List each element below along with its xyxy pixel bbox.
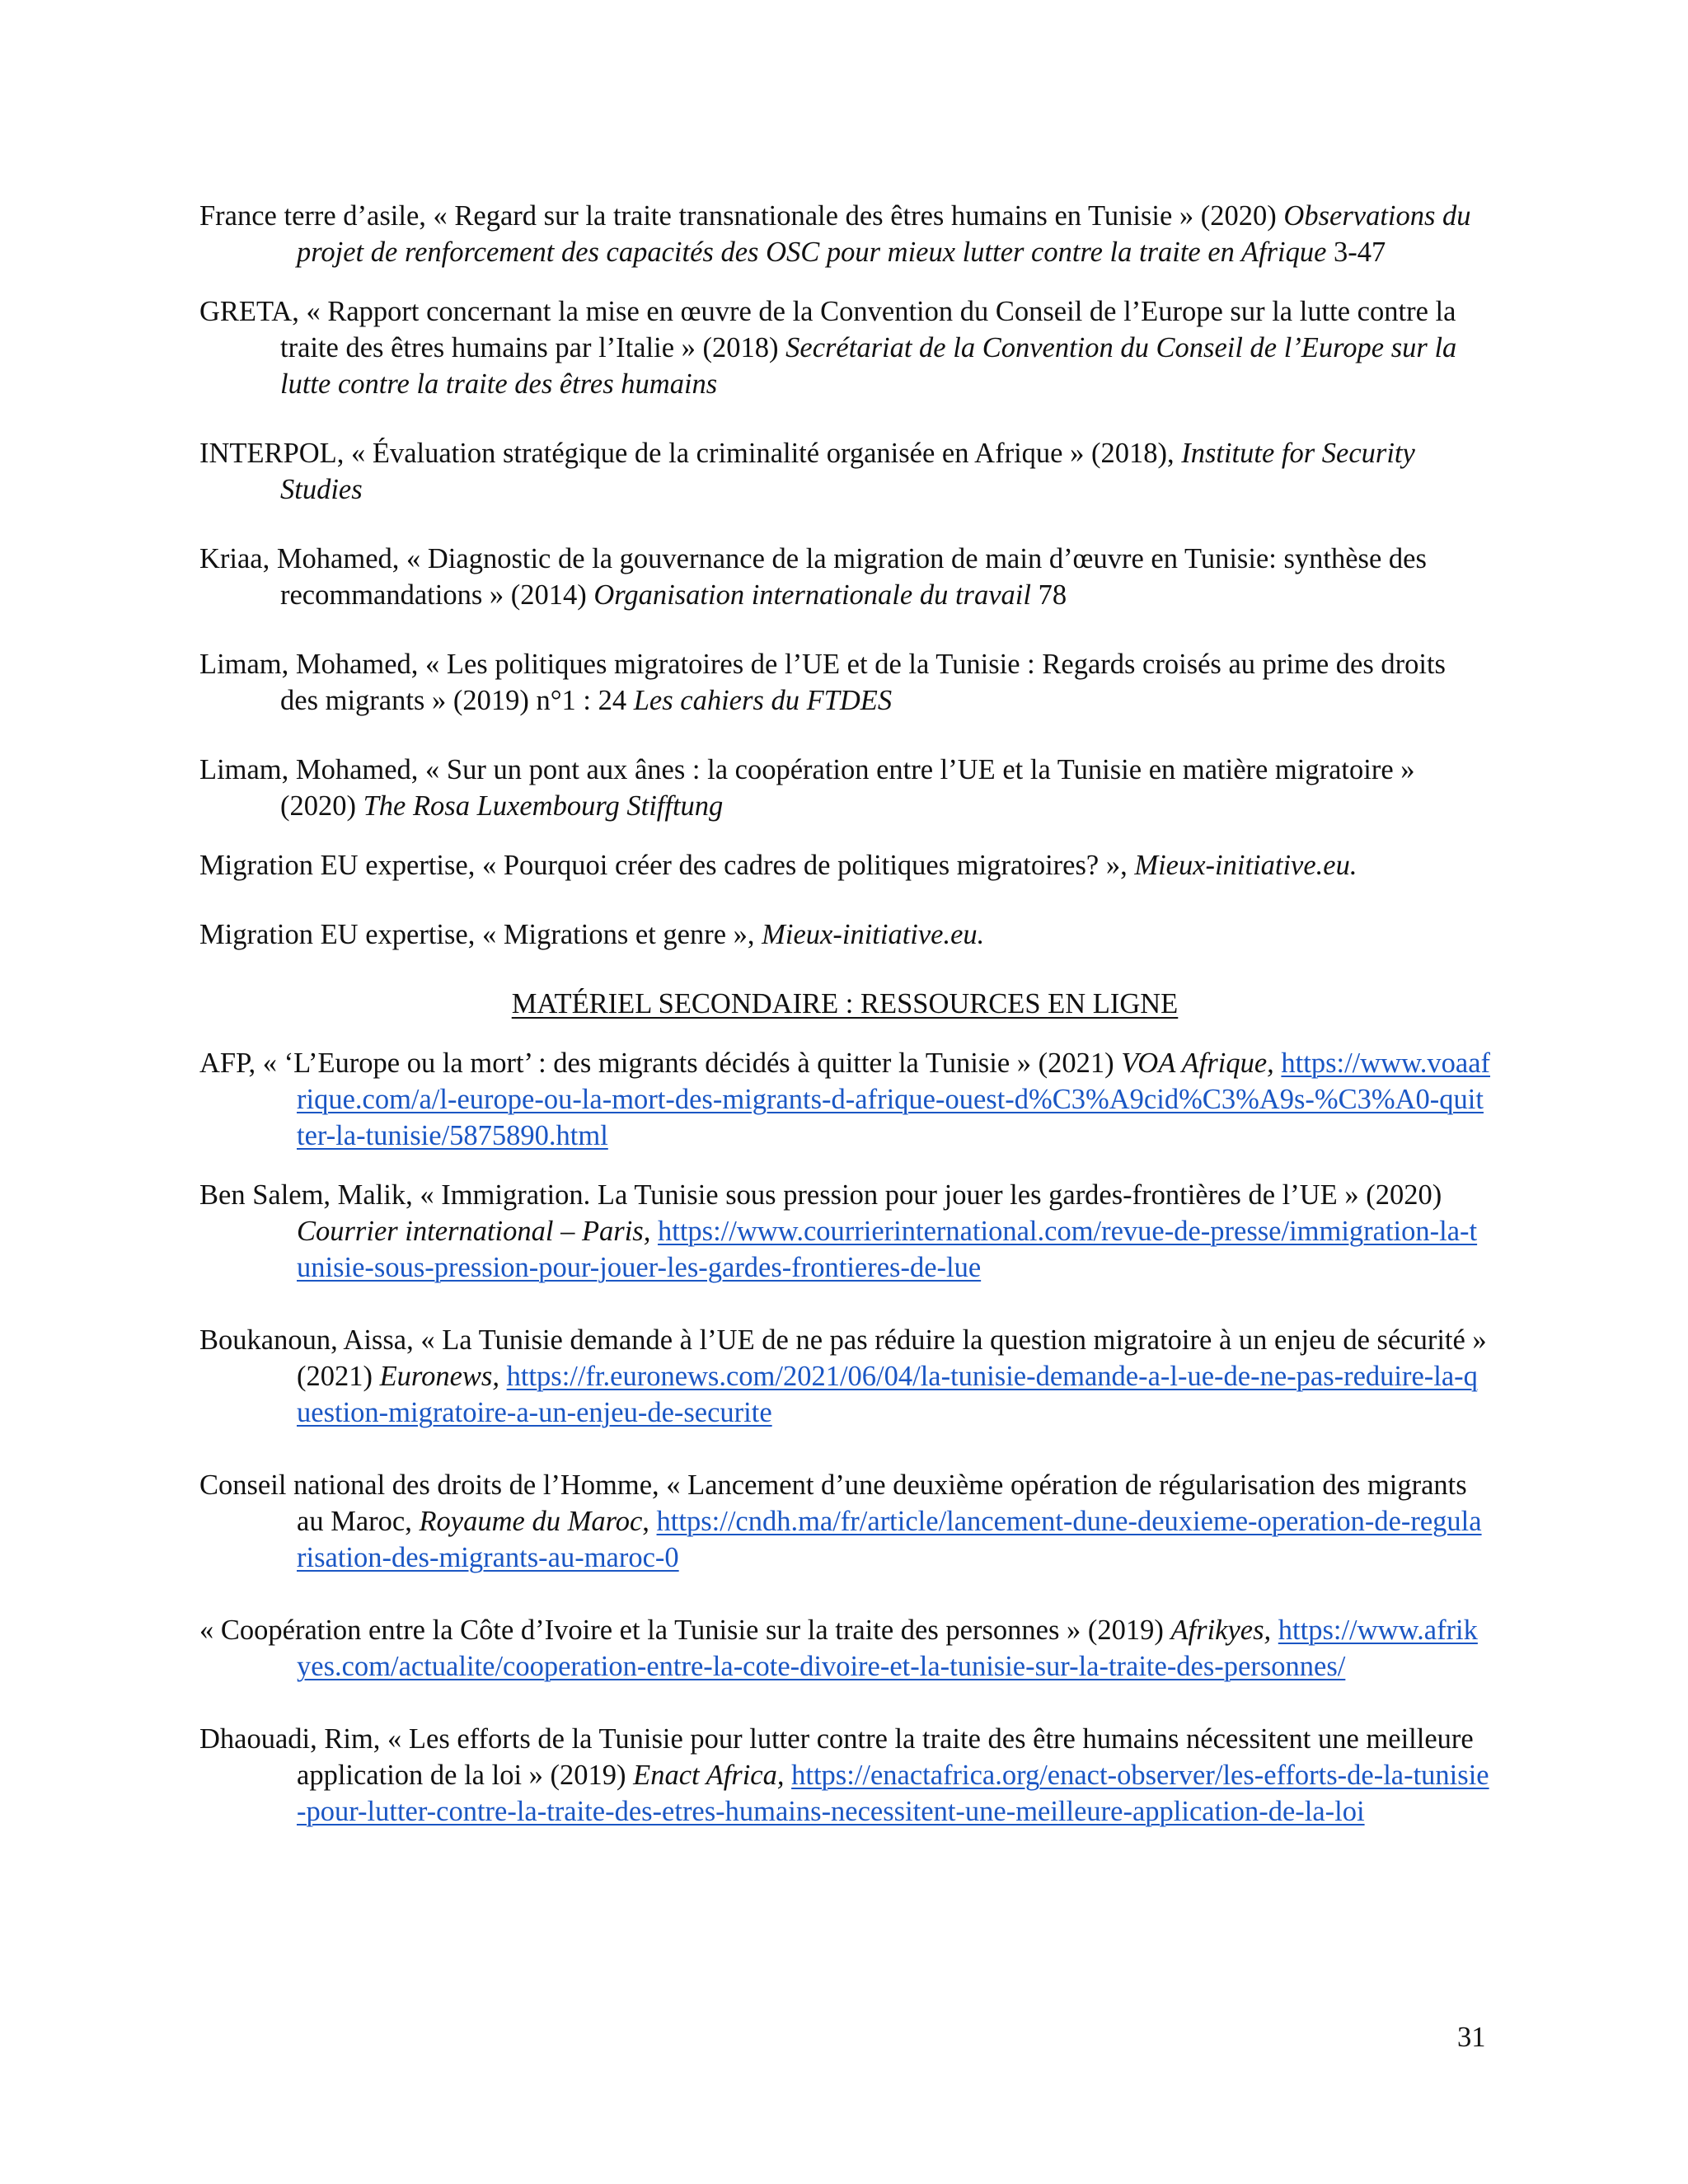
entry-link[interactable]: https://www.courrierinternational.com/revue-de-presse/immigration-la-tunisie-sous-pression-pour-jouer-les-gardes-frontieres-de-lue (297, 1216, 1478, 1283)
entry-source: The Rosa Luxembourg Stifftung (363, 790, 724, 822)
entry-text: Limam, Mohamed, « Sur un pont aux ânes : la coopération entre l’UE et la Tunisie en matière migratoire » (2020) (199, 754, 1415, 822)
entry-link[interactable]: https://fr.euronews.com/2021/06/04/la-tunisie-demande-a-l-ue-de-ne-pas-reduire-la-question-migratoire-a-un-enjeu-de-securite (297, 1361, 1478, 1428)
entry-source: Mieux-initiative.eu. (1134, 850, 1357, 881)
bibliography-entry-afrikyes (199, 1612, 1490, 1685)
bibliography-entry-interpol (199, 435, 1490, 508)
bibliography-entry-dhaouadi (199, 1721, 1490, 1830)
entry-pages: 3-47 (1326, 237, 1386, 268)
bibliography-entry-limam-2 (199, 752, 1490, 824)
entry-link[interactable]: https://www.afrikyes.com/actualite/cooperation-entre-la-cote-divoire-et-la-tunisie-sur-la-traite-des-personnes/ (297, 1615, 1478, 1682)
entry-source: Organisation internationale du travail (593, 579, 1031, 611)
entry-source: Secrétariat de la Convention du Conseil de l’Europe sur la lutte contre la traite des êtres humains (280, 332, 1457, 400)
entry-text: Boukanoun, Aissa, « La Tunisie demande à l’UE de ne pas réduire la question migratoire à un enjeu de sécurité » (2021) (199, 1324, 1487, 1392)
entry-text: Limam, Mohamed, « Les politiques migratoires de l’UE et de la Tunisie : Regards croisés au prime des droits des migrants » (2019) n°1 : 24 (199, 649, 1446, 716)
entry-source: VOA Afrique, (1121, 1047, 1274, 1079)
bibliography-entry-afp (199, 1045, 1490, 1154)
entry-text: Kriaa, Mohamed, « Diagnostic de la gouvernance de la migration de main d’œuvre en Tunisie: synthèse des recommandations » (2014) (199, 543, 1427, 611)
entry-source: Courrier international – Paris, (297, 1216, 651, 1247)
bibliography-entry-limam-1 (199, 646, 1490, 719)
bibliography-entry-ben-salem (199, 1177, 1490, 1286)
entry-text: « Coopération entre la Côte d’Ivoire et la Tunisie sur la traite des personnes » (2019) (199, 1615, 1171, 1646)
bibliography-entry-boukanoun (199, 1322, 1490, 1431)
bibliography-entry-kriaa (199, 541, 1490, 613)
entry-link[interactable]: https://www.voaafrique.com/a/l-europe-ou-la-mort-des-migrants-d-afrique-ouest-d%C3%A9cid%C3%A9s-%C3%A0-quitter-la-tunisie/5875890.html (297, 1047, 1491, 1151)
entry-text: Ben Salem, Malik, « Immigration. La Tunisie sous pression pour jouer les gardes-frontières de l’UE » (2020) (199, 1179, 1442, 1211)
bibliography-entry-cndh (199, 1467, 1490, 1576)
entry-text: Conseil national des droits de l’Homme, « Lancement d’une deuxième opération de régularisation des migrants au Maroc, (199, 1469, 1467, 1537)
entry-text: Migration EU expertise, « Migrations et genre », (199, 919, 762, 950)
entry-source: Institute for Security Studies (280, 438, 1415, 505)
bibliography-entry-migration-eu-2 (199, 916, 1490, 953)
entry-source: Euronews, (379, 1361, 499, 1392)
entry-text: Migration EU expertise, « Pourquoi créer des cadres de politiques migratoires? », (199, 850, 1135, 881)
bibliography-entry-france-terre-dasile (199, 198, 1490, 270)
entry-text: GRETA, « Rapport concernant la mise en œuvre de la Convention du Conseil de l’Europe sur la lutte contre la traite des êtres humains par l’Italie » (2018) (199, 296, 1456, 363)
entry-text: Dhaouadi, Rim, « Les efforts de la Tunisie pour lutter contre la traite des être humains nécessitent une meilleure application de la loi » (2019) (199, 1723, 1474, 1791)
entry-text: AFP, « ‘L’Europe ou la mort’ : des migrants décidés à quitter la Tunisie » (2021) (199, 1047, 1122, 1079)
entry-source: Les cahiers du FTDES (633, 685, 893, 716)
entry-text: France terre d’asile, « Regard sur la traite transnationale des êtres humains en Tunisie » (2020) (199, 200, 1284, 232)
bibliography-entry-greta (199, 293, 1490, 402)
entry-pages: 78 (1030, 579, 1067, 611)
entry-source: Observations du projet de renforcement des capacités des OSC pour mieux lutter contre la traite en Afrique (297, 200, 1471, 268)
entry-source: Mieux-initiative.eu. (762, 919, 985, 950)
bibliography (199, 198, 1490, 1830)
entry-link[interactable]: https://cndh.ma/fr/article/lancement-dune-deuxieme-operation-de-regularisation-des-migrants-au-maroc-0 (297, 1506, 1482, 1573)
page-number: 31 (1457, 2022, 1486, 2053)
section-heading: MATÉRIEL SECONDAIRE : RESSOURCES EN LIGNE (511, 988, 1179, 1019)
entry-link[interactable]: https://enactafrica.org/enact-observer/les-efforts-de-la-tunisie-pour-lutter-contre-la-traite-des-etres-humains-necessitent-une-meilleure-application-de-la-loi (297, 1760, 1489, 1827)
entry-source: Afrikyes, (1170, 1615, 1272, 1646)
entry-source: Royaume du Maroc (419, 1506, 643, 1537)
entry-text: INTERPOL, « Évaluation stratégique de la criminalité organisée en Afrique » (2018), (199, 438, 1182, 469)
entry-separator: , (642, 1506, 657, 1537)
bibliography-entry-migration-eu-1 (199, 847, 1490, 883)
entry-source: Enact Africa, (633, 1760, 785, 1791)
